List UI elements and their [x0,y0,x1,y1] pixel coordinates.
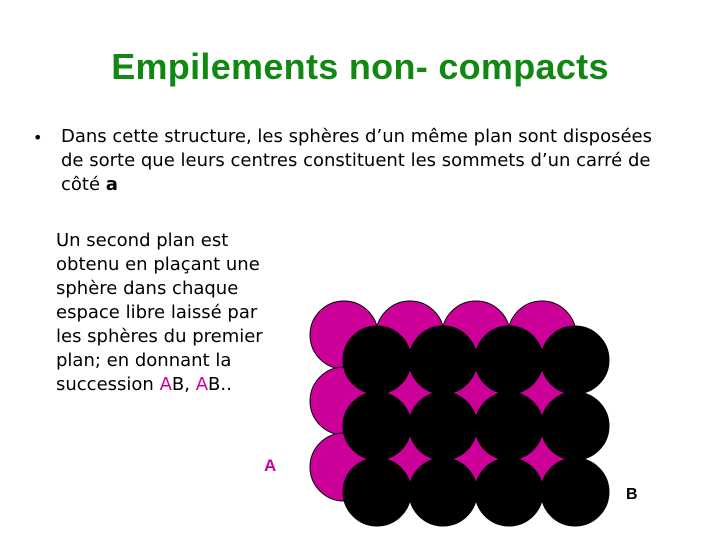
sphere-layer-b [475,392,543,460]
bullet-text-a: a [105,174,118,195]
para-letter-b1: B, [171,374,196,395]
sphere-layer-b [409,326,477,394]
sphere-layer-b [343,458,411,526]
para-letter-a1: A [159,374,172,395]
bullet-marker: • [33,128,43,147]
sphere-layer-b [343,392,411,460]
bullet-text-main: Dans cette structure, les sphères d’un même plan sont disposées de sorte que leurs centres constituent les sommets d’un carré de côté [61,126,652,195]
sphere-layer-b [343,326,411,394]
para-text: Un second plan est obtenu en plaçant une sphère dans chaque espace libre laissé par les sphères du premier plan; en donnant la succession [56,230,263,395]
para-letter-b2: B.. [208,374,232,395]
layer-b-spheres [343,326,609,526]
label-layer-b: B [626,486,638,503]
sphere-layer-b [541,458,609,526]
sphere-layer-b [541,392,609,460]
sphere-layer-b [475,458,543,526]
para-letter-a2: A [195,374,209,395]
sphere-layer-b [475,326,543,394]
slide-title: Empilements non- compacts [111,46,609,87]
sphere-layer-b [409,392,477,460]
sphere-layer-b [541,326,609,394]
sphere-layer-b [409,458,477,526]
label-layer-a: A [264,456,277,475]
